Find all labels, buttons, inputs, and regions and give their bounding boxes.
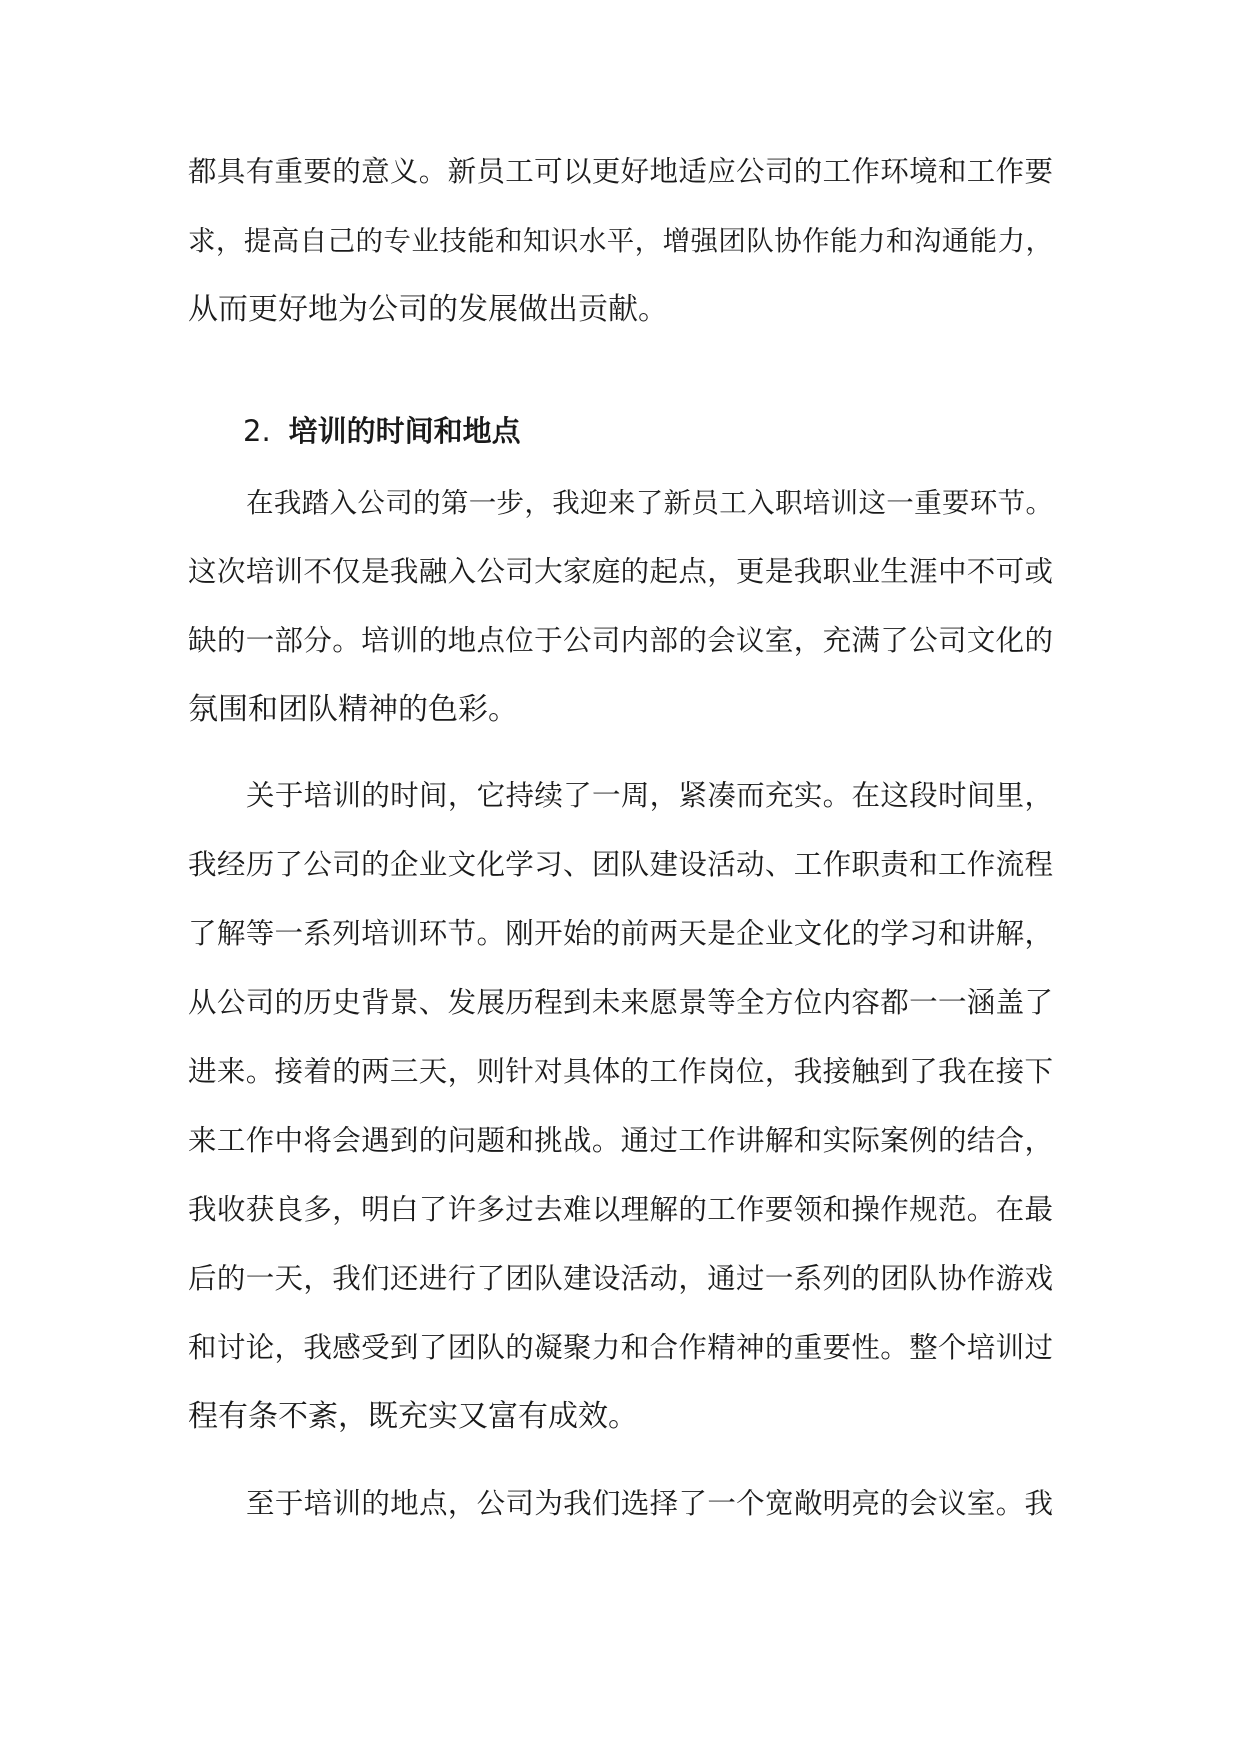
paragraph-3-line-5: 进来。接着的两三天，则针对具体的工作岗位，我接触到了我在接下 [188,1055,1053,1088]
paragraph-3-line-6: 来工作中将会遇到的问题和挑战。通过工作讲解和实际案例的结合， [188,1124,1053,1157]
paragraph-1-line-3: 从而更好地为公司的发展做出贡献。 [188,292,668,327]
paragraph-1-line-2: 求，提高自己的专业技能和知识水平，增强团队协作能力和沟通能力， [188,225,1053,257]
paragraph-4-line-1: 至于培训的地点，公司为我们选择了一个宽敞明亮的会议室。我 [246,1487,1053,1520]
paragraph-3-line-7: 我收获良多，明白了许多过去难以理解的工作要领和操作规范。在最 [188,1193,1053,1226]
paragraph-3-line-1: 关于培训的时间，它持续了一周，紧凑而充实。在这段时间里， [246,779,1053,812]
section-title: 培训的时间和地点 [288,414,521,448]
section-number: 2. [243,414,271,448]
paragraph-3-line-3: 了解等一系列培训环节。刚开始的前两天是企业文化的学习和讲解， [188,917,1053,950]
paragraph-2-line-1: 在我踏入公司的第一步，我迎来了新员工入职培训这一重要环节。 [246,487,1053,519]
paragraph-3-line-10: 程有条不紊，既充实又富有成效。 [188,1399,638,1434]
section-heading [243,411,521,451]
paragraph-2-line-2: 这次培训不仅是我融入公司大家庭的起点，更是我职业生涯中不可或 [188,555,1053,588]
paragraph-2-line-3: 缺的一部分。培训的地点位于公司内部的会议室，充满了公司文化的 [188,624,1053,657]
paragraph-3-line-9: 和讨论，我感受到了团队的凝聚力和合作精神的重要性。整个培训过 [188,1331,1053,1364]
paragraph-3-line-8: 后的一天，我们还进行了团队建设活动，通过一系列的团队协作游戏 [188,1262,1053,1295]
paragraph-3-line-2: 我经历了公司的企业文化学习、团队建设活动、工作职责和工作流程 [188,848,1053,881]
paragraph-2-line-4: 氛围和团队精神的色彩。 [188,692,518,727]
paragraph-1-line-1: 都具有重要的意义。新员工可以更好地适应公司的工作环境和工作要 [188,155,1053,188]
paragraph-3-line-4: 从公司的历史背景、发展历程到未来愿景等全方位内容都一一涵盖了 [188,986,1053,1019]
